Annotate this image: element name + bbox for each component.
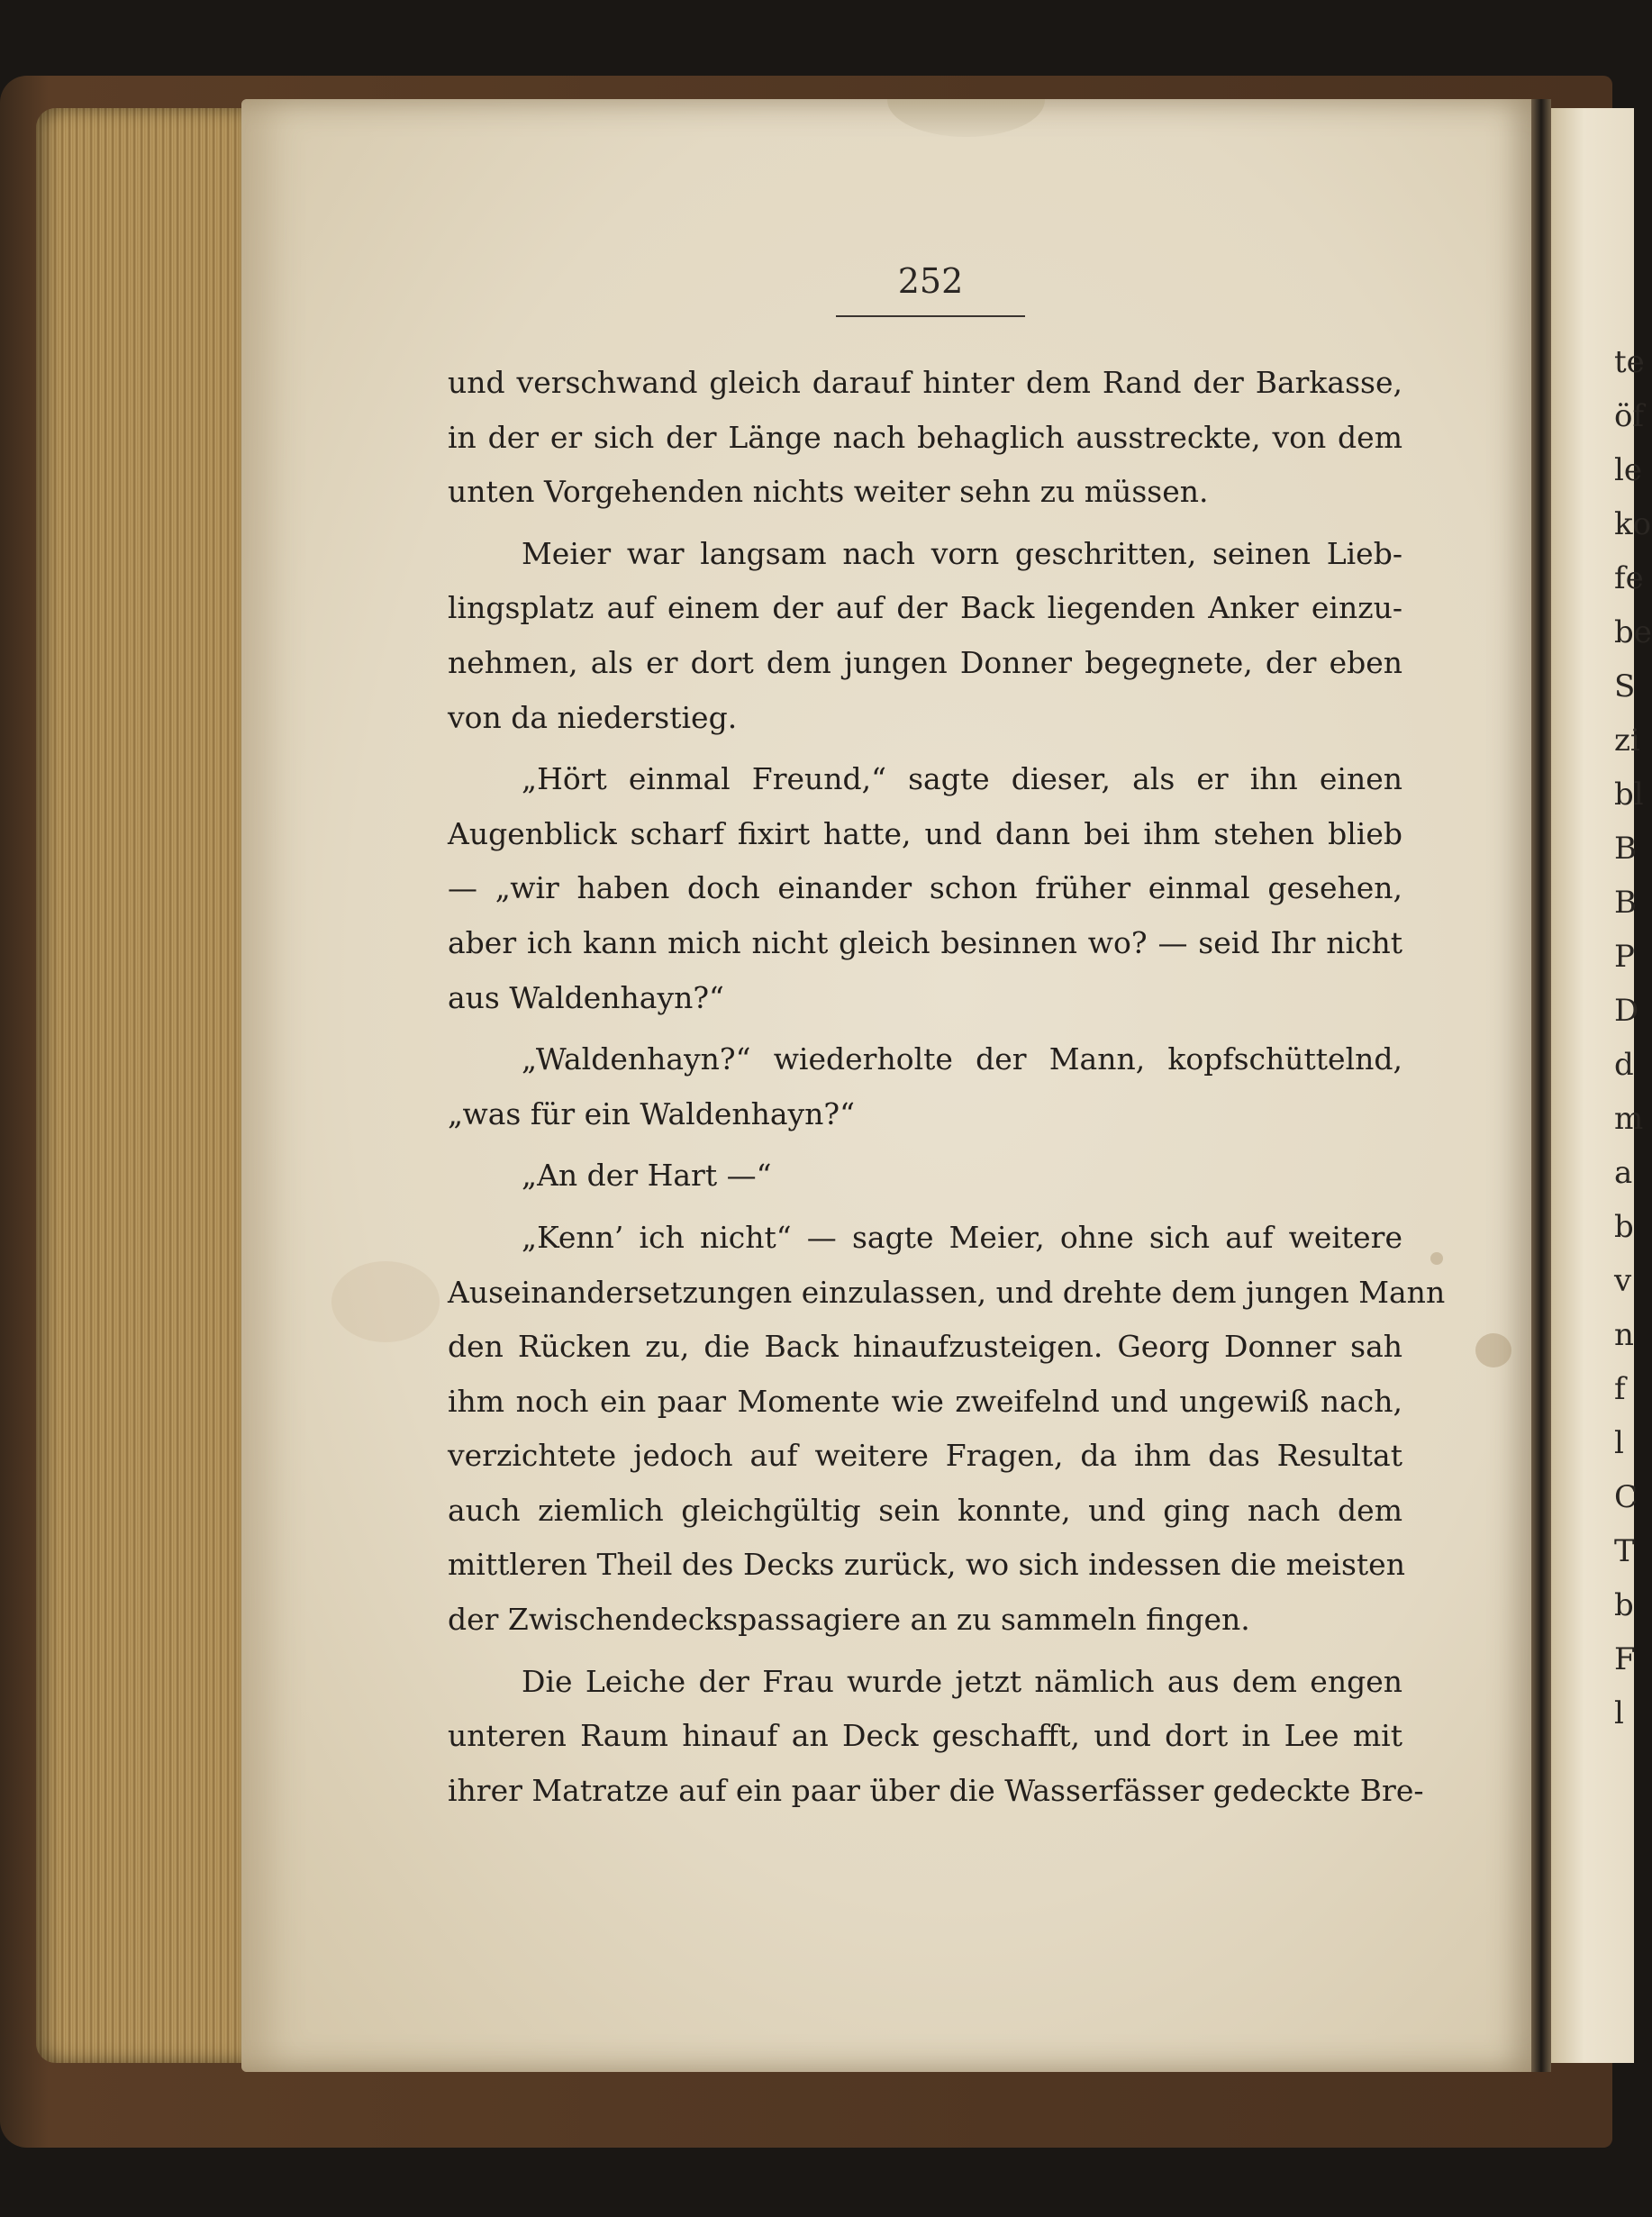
paragraph (448, 1211, 1446, 1648)
text-line: — „wir haben doch einander schon früher einmal gesehen, (448, 870, 1402, 906)
text-line: aus Waldenhayn?“ (448, 979, 724, 1015)
foxing-spot (1430, 1252, 1443, 1265)
text-line: ihm noch ein paar Momente wie zweifelnd und ungewiß nach, (448, 1383, 1402, 1419)
text-line: der Zwischendeckspassagiere an zu sammeln fingen. (448, 1602, 1250, 1638)
foxing-spot (331, 1261, 440, 1342)
next-page-edge (1551, 108, 1652, 2063)
next-page-fragment: D (1614, 993, 1639, 1029)
text-line: „was für ein Waldenhayn?“ (448, 1095, 855, 1131)
text-line: auch ziemlich gleichgültig sein konnte, und ging nach dem (448, 1492, 1402, 1528)
next-page-fragment: zi (1614, 722, 1640, 759)
page-number: 252 (897, 261, 964, 301)
next-page-fragment: b (1614, 1209, 1634, 1245)
paragraph (448, 1149, 1402, 1204)
next-page-fragment: F (1614, 1641, 1636, 1677)
foxing-spot (1475, 1333, 1511, 1367)
next-page-fragment: te (1614, 344, 1645, 380)
next-page-fragment: S (1614, 668, 1636, 704)
next-page-fragment: l (1614, 1695, 1624, 1731)
text-line: Augenblick scharf fixirt hatte, und dann bei ihm stehen blieb (448, 815, 1402, 851)
text-line: Die Leiche der Frau wurde jetzt nämlich aus dem engen (522, 1663, 1402, 1699)
next-page-fragment: n (1614, 1317, 1634, 1353)
text-line: unteren Raum hinauf an Deck geschafft, und dort in Lee mit (448, 1718, 1402, 1754)
next-page-fragment: B (1614, 885, 1637, 921)
text-line: verzichtete jedoch auf weitere Fragen, da ihm das Resultat (448, 1438, 1402, 1474)
text-line: Meier war langsam nach vorn geschritten, seinen Lieb- (522, 535, 1402, 571)
page-edges (36, 108, 243, 2063)
next-page-fragment: bl (1614, 777, 1644, 813)
text-line: aber ich kann mich nicht gleich besinnen wo? — seid Ihr nicht (448, 924, 1402, 960)
next-page-fragment: le (1614, 452, 1642, 488)
text-line: den Rücken zu, die Back hinaufzusteigen. Georg Donner sah (448, 1329, 1402, 1365)
text-line: „Hört einmal Freund,“ sagte dieser, als er ihn einen (522, 761, 1402, 797)
text-line: „An der Hart —“ (522, 1158, 772, 1194)
page-text (448, 356, 1446, 1825)
next-page-fragment: a (1614, 1155, 1633, 1191)
next-page-fragment: fe (1614, 560, 1644, 596)
paragraph (448, 356, 1402, 520)
text-line: und verschwand gleich darauf hinter dem Rand der Barkasse, (448, 365, 1402, 400)
next-page-fragment: b (1614, 1587, 1634, 1623)
next-page-fragment: T (1614, 1533, 1635, 1569)
text-line: von da niederstieg. (448, 699, 738, 735)
text-line: unten Vorgehenden nichts weiter sehn zu müssen. (448, 474, 1209, 510)
text-line: Auseinandersetzungen einzulassen, und drehte dem jungen Mann (448, 1274, 1446, 1310)
next-page-fragment: P (1614, 939, 1635, 975)
text-line: lingsplatz auf einem der auf der Back liegenden Anker einzu- (448, 590, 1402, 626)
next-page-fragment: m (1614, 1101, 1644, 1137)
next-page-fragment: ko (1614, 506, 1652, 542)
next-page-fragment: f (1614, 1371, 1626, 1407)
paragraph (448, 527, 1402, 745)
next-page-fragment: öf (1614, 398, 1645, 434)
text-line: ihrer Matratze auf ein paar über die Wasserfässer gedeckte Bre- (448, 1772, 1424, 1808)
paragraph (448, 1655, 1424, 1819)
text-line: nehmen, als er dort dem jungen Donner begegnete, der eben (448, 644, 1402, 680)
page-number-rule (836, 315, 1025, 317)
next-page-fragment: d (1614, 1047, 1634, 1083)
next-page-fragment: l (1614, 1425, 1624, 1461)
text-line: „Kenn’ ich nicht“ — sagte Meier, ohne sich auf weitere (522, 1219, 1402, 1255)
next-page-fragment: B (1614, 831, 1637, 867)
next-page-fragment: v (1614, 1263, 1632, 1299)
paragraph (448, 752, 1402, 1025)
next-page-fragment: C (1614, 1479, 1638, 1515)
text-line: „Waldenhayn?“ wiederholte der Mann, kopfschüttelnd, (522, 1041, 1402, 1077)
next-page-fragment: be (1614, 614, 1652, 650)
paragraph (448, 1032, 1402, 1141)
book-gutter (1531, 99, 1551, 2072)
text-line: in der er sich der Länge nach behaglich ausstreckte, von dem (448, 419, 1402, 455)
text-line: mittleren Theil des Decks zurück, wo sich indessen die meisten (448, 1547, 1405, 1583)
